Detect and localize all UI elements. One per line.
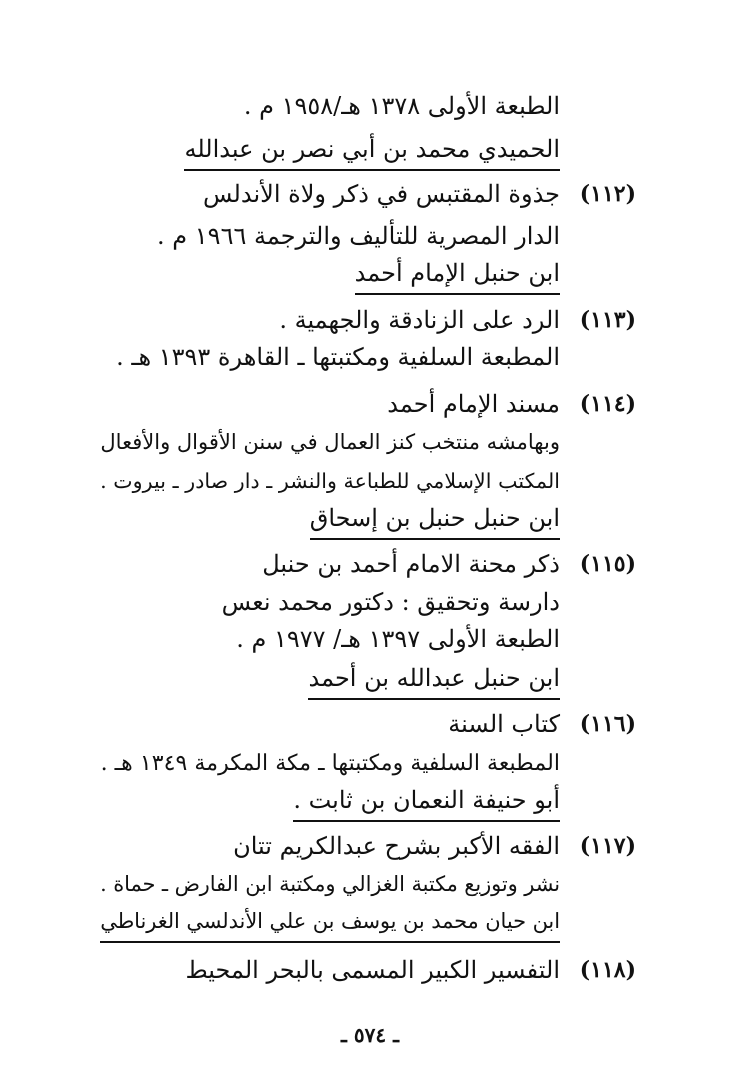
author-heading: أبو حنيفة النعمان بن ثابت . [293,782,560,822]
entry-number: (١١٢) [579,181,636,207]
entry-number: (١١٣) [579,307,636,333]
author-heading: ابن حنبل حنبل بن إسحاق [310,500,560,540]
entry-title: الرد على الزنادقة والجهمية . [279,306,560,334]
author-heading: الحميدي محمد بن أبي نصر بن عبدالله [184,131,560,171]
author-heading: ابن حيان محمد بن يوسف بن علي الأندلسي الغرناطي [100,903,560,943]
entry-text-line: المطبعة السلفية ومكتبتها ـ مكة المكرمة ١٣٤٩ هـ . [100,750,560,776]
entry-number: (١١٥) [579,551,636,577]
entry-text-line: نشر وتوزيع مكتبة الغزالي ومكتبة ابن الفارض ـ حماة . [100,872,560,896]
entry-number: (١١٦) [579,711,636,737]
author-heading: ابن حنبل الإمام أحمد [355,255,560,295]
author-heading: ابن حنبل عبدالله بن أحمد [308,660,560,700]
entry-number: (١١٨) [579,957,636,983]
entry-title: ذكر محنة الامام أحمد بن حنبل [262,550,560,578]
entry-text-line: المكتب الإسلامي للطباعة والنشر ـ دار صادر ـ بيروت . [100,469,560,493]
entry-title: مسند الإمام أحمد [387,390,560,418]
entry-text-line: الطبعة الأولى ١٣٧٨ هـ/١٩٥٨ م . [243,92,560,120]
entry-title: جذوة المقتبس في ذكر ولاة الأندلس [202,180,560,208]
entry-title: كتاب السنة [448,710,560,738]
entry-title: الفقه الأكبر بشرح عبدالكريم تتان [233,832,560,860]
entry-text-line: وبهامشه منتخب كنز العمال في سنن الأقوال والأفعال [100,429,560,454]
entry-text-line: الدار المصرية للتأليف والترجمة ١٩٦٦ م . [157,222,560,250]
entry-number: (١١٤) [579,391,636,417]
entry-text-line: دارسة وتحقيق : دكتور محمد نعس [221,588,560,616]
entry-text-line: المطبعة السلفية ومكتبتها ـ القاهرة ١٣٩٣ هـ . [116,343,560,371]
page-number: ـ ٥٧٤ ـ [341,1023,399,1047]
entry-text-line: الطبعة الأولى ١٣٩٧ هـ/ ١٩٧٧ م . [236,625,560,653]
entry-number: (١١٧) [579,833,636,859]
entry-title: التفسير الكبير المسمى بالبحر المحيط [185,956,560,984]
